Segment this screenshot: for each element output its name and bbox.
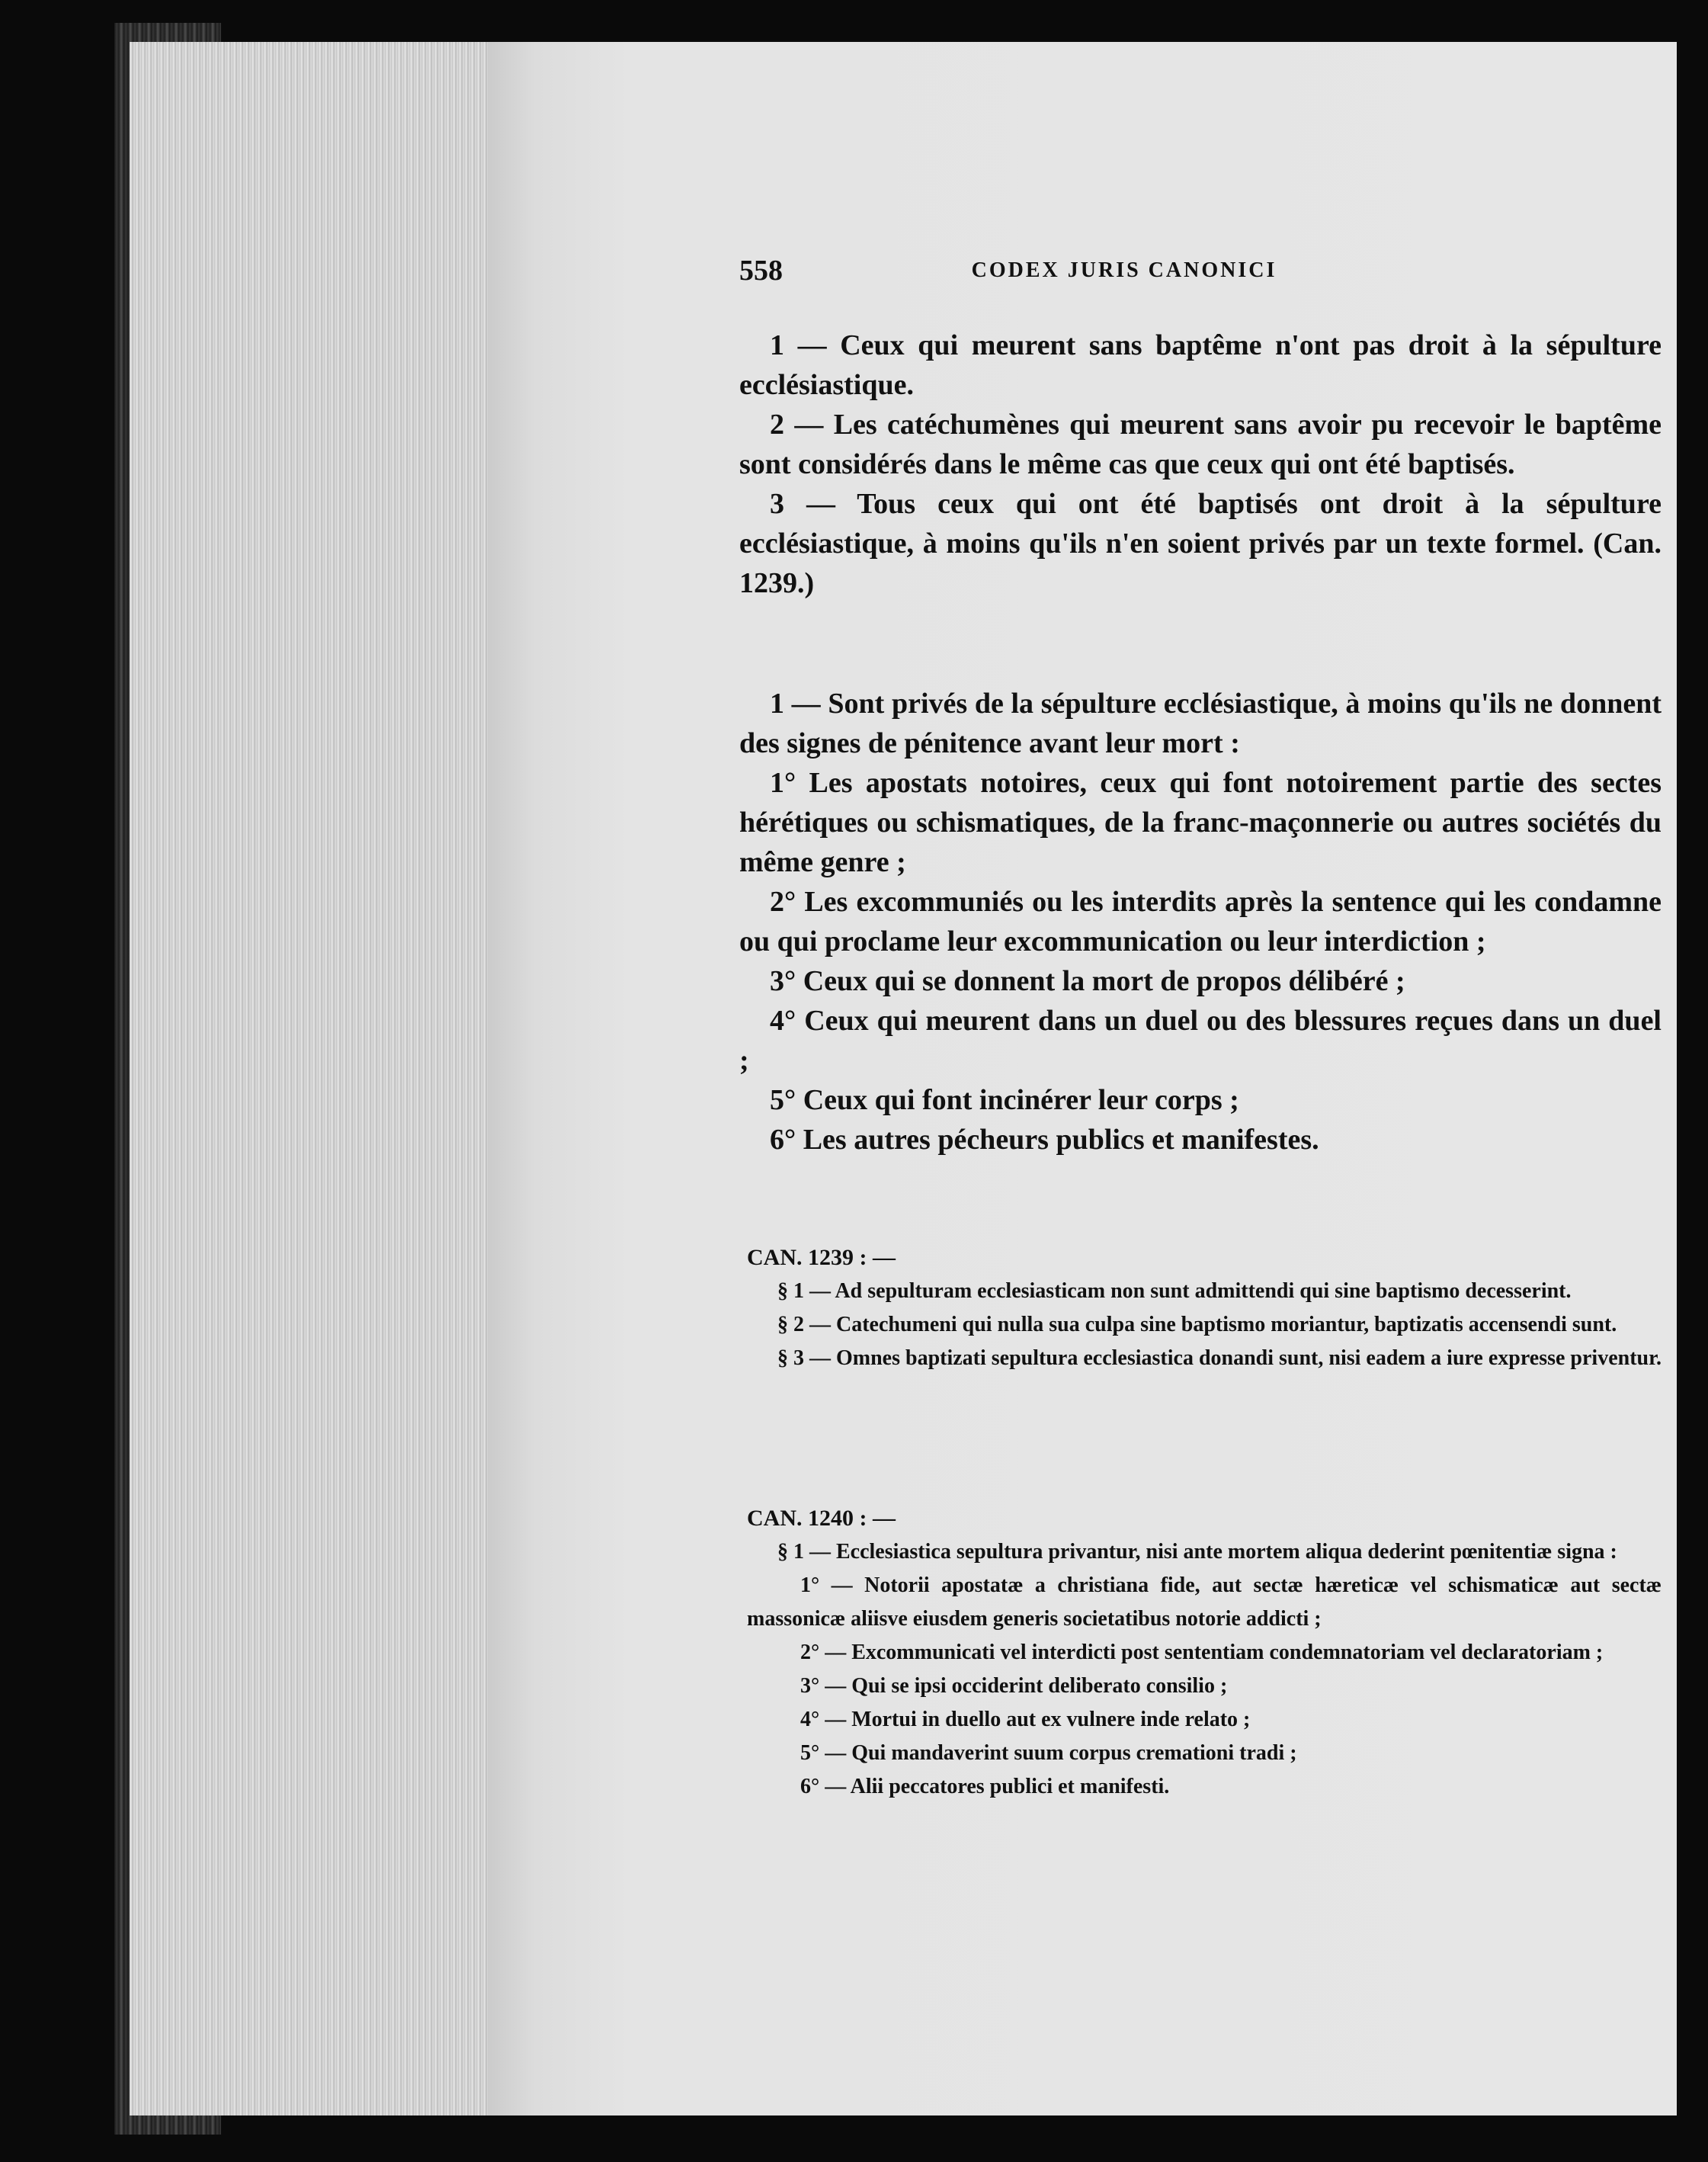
latin-paragraph: § 3 — Omnes baptizati sepultura ecclesiastica donandi sunt, nisi eadem a iure expresse priventur. bbox=[777, 1346, 1662, 1370]
page-number: 558 bbox=[739, 255, 783, 287]
latin-paragraph: § 1 — Ad sepulturam ecclesiasticam non sunt admittendi qui sine baptismo decesserint. bbox=[777, 1279, 1572, 1303]
french-list-item: 4° Ceux qui meurent dans un duel ou des blessures reçues dans un duel ; bbox=[739, 1005, 1662, 1076]
french-paragraph: 1 — Ceux qui meurent sans baptême n'ont pas droit à la sépulture ecclésiastique. bbox=[739, 329, 1662, 401]
french-list-item: 1° Les apostats notoires, ceux qui font notoirement partie des sectes hérétiques ou schismatiques, de la franc-maçonnerie ou autres sociétés du même genre ; bbox=[739, 767, 1662, 878]
latin-canon-1239 bbox=[747, 1241, 1662, 1375]
latin-list-item: 1° — Notorii apostatæ a christiana fide, aut sectæ hæreticæ vel schismaticæ aut sectæ massonicæ aliisve eiusdem generis societatibus notorie addicti ; bbox=[747, 1573, 1662, 1631]
latin-list-item: 2° — Excommunicati vel interdicti post sententiam condemnatoriam vel declaratoriam ; bbox=[800, 1641, 1604, 1664]
latin-list-item: 6° — Alii peccatores publici et manifesti. bbox=[800, 1775, 1170, 1798]
french-translation-1240 bbox=[739, 684, 1662, 1160]
canon-heading: CAN. 1240 : — bbox=[747, 1506, 896, 1531]
french-translation-1239 bbox=[739, 326, 1662, 603]
page-stack-edge bbox=[130, 42, 488, 2115]
latin-paragraph: § 2 — Catechumeni qui nulla sua culpa sine baptismo moriantur, baptizatis accensendi sunt. bbox=[777, 1313, 1617, 1336]
french-paragraph: 2 — Les catéchumènes qui meurent sans avoir pu recevoir le baptême sont considérés dans le même cas que ceux qui ont été baptisés. bbox=[739, 409, 1662, 480]
canon-heading: CAN. 1239 : — bbox=[747, 1245, 896, 1270]
french-list-item: 2° Les excommuniés ou les interdits après la sentence qui les condamne ou qui proclame leur excommunication ou leur interdiction ; bbox=[739, 886, 1662, 958]
latin-list-item: 4° — Mortui in duello aut ex vulnere inde relato ; bbox=[800, 1708, 1251, 1731]
french-list-item: 5° Ceux qui font incinérer leur corps ; bbox=[770, 1084, 1239, 1116]
latin-canon-1240 bbox=[747, 1502, 1662, 1804]
book-page bbox=[488, 42, 1677, 2115]
latin-paragraph: § 1 — Ecclesiastica sepultura privantur, nisi ante mortem aliqua dederint pœnitentiæ signa : bbox=[777, 1540, 1617, 1564]
page-header bbox=[739, 254, 1440, 292]
latin-list-item: 5° — Qui mandaverint suum corpus cremationi tradi ; bbox=[800, 1741, 1297, 1765]
french-paragraph: 1 — Sont privés de la sépulture ecclésiastique, à moins qu'ils ne donnent des signes de pénitence avant leur mort : bbox=[739, 688, 1662, 759]
french-list-item: 6° Les autres pécheurs publics et manifestes. bbox=[770, 1124, 1319, 1156]
latin-list-item: 3° — Qui se ipsi occiderint deliberato consilio ; bbox=[800, 1674, 1228, 1698]
running-title: CODEX JURIS CANONICI bbox=[971, 258, 1277, 282]
french-list-item: 3° Ceux qui se donnent la mort de propos délibéré ; bbox=[770, 965, 1405, 997]
french-paragraph: 3 — Tous ceux qui ont été baptisés ont droit à la sépulture ecclésiastique, à moins qu'ils n'en soient privés par un texte formel. (Can. 1239.) bbox=[739, 488, 1662, 599]
